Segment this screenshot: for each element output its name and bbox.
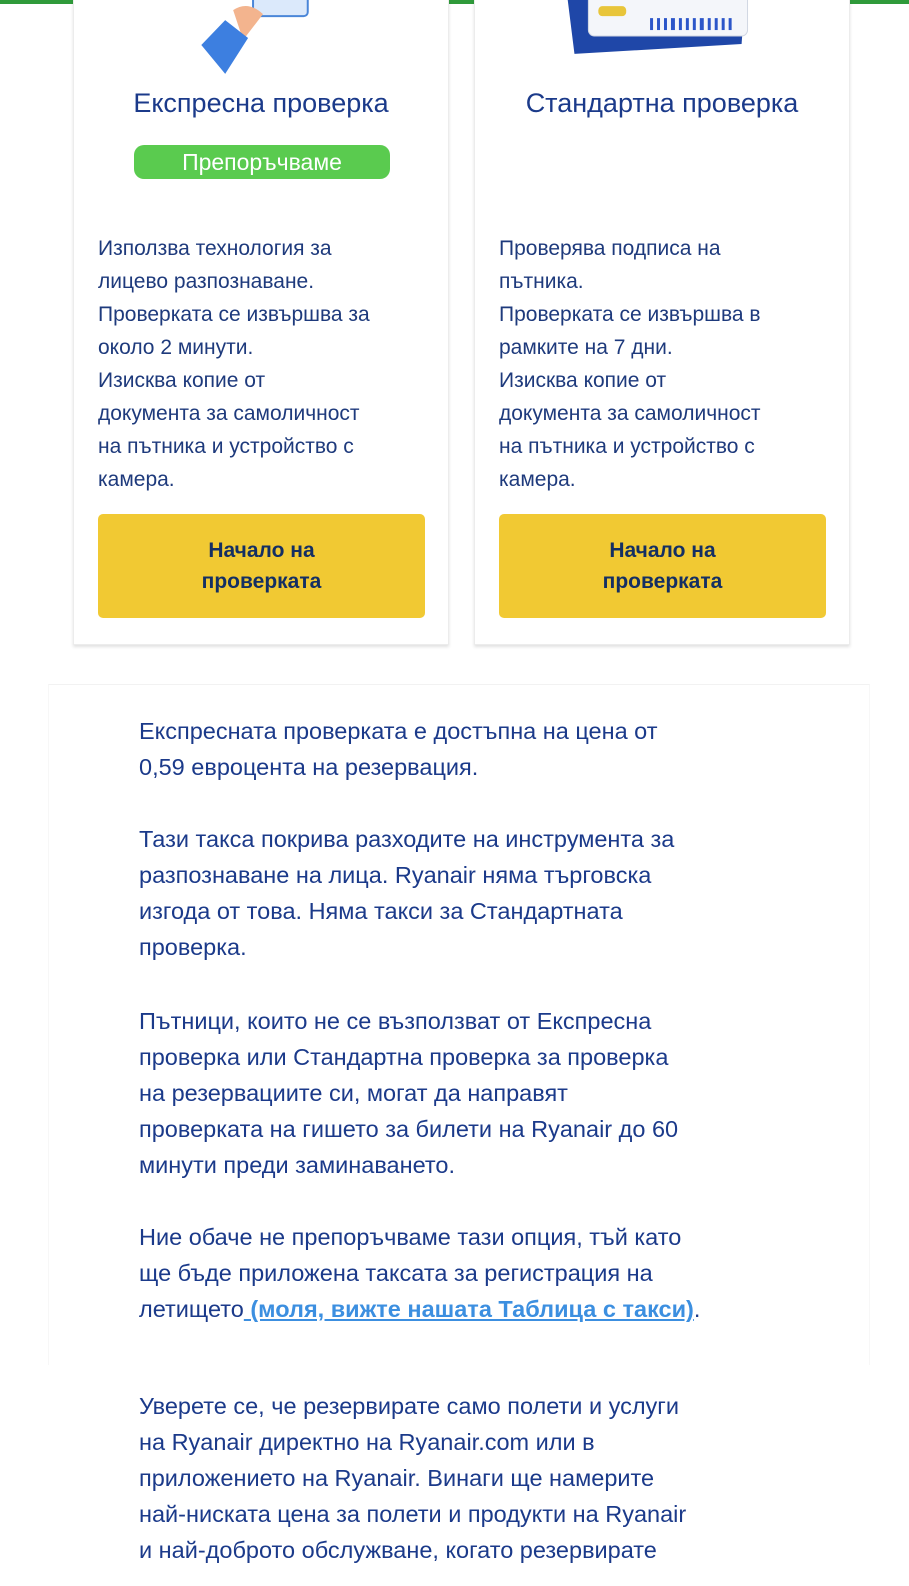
text-fragment: . bbox=[693, 1296, 701, 1322]
button-label: Начало на проверката bbox=[602, 539, 723, 593]
express-check-card bbox=[73, 0, 449, 645]
card-title: Стандартна проверка bbox=[525, 88, 799, 118]
text-line: Ние обаче не препоръчваме тази опция, тъй като bbox=[139, 1224, 682, 1250]
desc-line: Проверката се извършва в bbox=[499, 303, 761, 326]
recommended-badge: Препоръчваме bbox=[134, 145, 390, 179]
card-title: Експресна проверка bbox=[133, 88, 389, 118]
text-line: проверката на гишето за билети на Ryanair до 60 bbox=[139, 1116, 679, 1142]
card-description bbox=[98, 232, 438, 496]
desc-line: на пътника и устройство с bbox=[98, 435, 354, 458]
desc-line: Проверява подписа на bbox=[499, 237, 721, 260]
text-line: на Ryanair директно на Ryanair.com или в bbox=[139, 1429, 595, 1455]
text-line: проверка или Стандартна проверка за проверка bbox=[139, 1044, 669, 1070]
text-line: приложението на Ryanair. Винаги ще намерите bbox=[139, 1465, 655, 1491]
fees-table-link[interactable]: (моля, вижте нашата Таблица с такси) bbox=[243, 1296, 694, 1322]
not-recommended-paragraph bbox=[139, 1219, 799, 1327]
fee-paragraph bbox=[139, 821, 799, 965]
desc-line: около 2 минути. bbox=[98, 336, 254, 359]
text-line: изгода от това. Няма такси за Стандартната bbox=[139, 898, 623, 924]
id-card-icon bbox=[475, 0, 849, 80]
desc-line: рамките на 7 дни. bbox=[499, 336, 673, 359]
text-line: Експресната проверката е достъпна на цена от bbox=[139, 718, 658, 744]
text-line: минути преди заминаването. bbox=[139, 1152, 455, 1178]
desc-line: лицево разпознаване. bbox=[98, 270, 315, 293]
book-direct-paragraph bbox=[139, 1388, 799, 1568]
start-standard-check-button[interactable] bbox=[499, 514, 826, 618]
standard-check-card bbox=[474, 0, 850, 645]
button-label: Начало на проверката bbox=[201, 539, 322, 593]
desc-line: документа за самоличност bbox=[98, 402, 360, 425]
desc-line: на пътника и устройство с bbox=[499, 435, 755, 458]
text-line: проверка. bbox=[139, 934, 247, 960]
text-line bbox=[139, 1291, 799, 1327]
desc-line: Изисква копие от bbox=[499, 369, 667, 392]
text-line: и най-доброто обслужване, когато резервирате bbox=[139, 1537, 657, 1563]
text-line: Пътници, които не се възползват от Експресна bbox=[139, 1008, 652, 1034]
desc-line: Проверката се извършва за bbox=[98, 303, 370, 326]
text-line: най-ниската цена за полети и продукти на Ryanair bbox=[139, 1501, 687, 1527]
desc-line: камера. bbox=[98, 468, 175, 491]
text-line: на резервациите си, могат да направят bbox=[139, 1080, 568, 1106]
desc-line: Изисква копие от bbox=[98, 369, 266, 392]
card-description bbox=[499, 232, 839, 496]
text-fragment: летището bbox=[139, 1296, 244, 1322]
desc-line: Използва технология за bbox=[98, 237, 332, 260]
text-line: Уверете се, че резервирате само полети и услуги bbox=[139, 1393, 680, 1419]
text-line: 0,59 евроцента на резервация. bbox=[139, 754, 479, 780]
text-line: разпознаване на лица. Ryanair няма търговска bbox=[139, 862, 652, 888]
text-line: ще бъде приложена таксата за регистрация на bbox=[139, 1260, 653, 1286]
hand-phone-icon bbox=[74, 0, 448, 80]
start-express-check-button[interactable] bbox=[98, 514, 425, 618]
desc-line: документа за самоличност bbox=[499, 402, 761, 425]
airport-checkin-paragraph bbox=[139, 1003, 799, 1183]
desc-line: камера. bbox=[499, 468, 576, 491]
price-paragraph bbox=[139, 713, 799, 785]
text-line: Тази такса покрива разходите на инструмента за bbox=[139, 826, 675, 852]
desc-line: пътника. bbox=[499, 270, 584, 293]
